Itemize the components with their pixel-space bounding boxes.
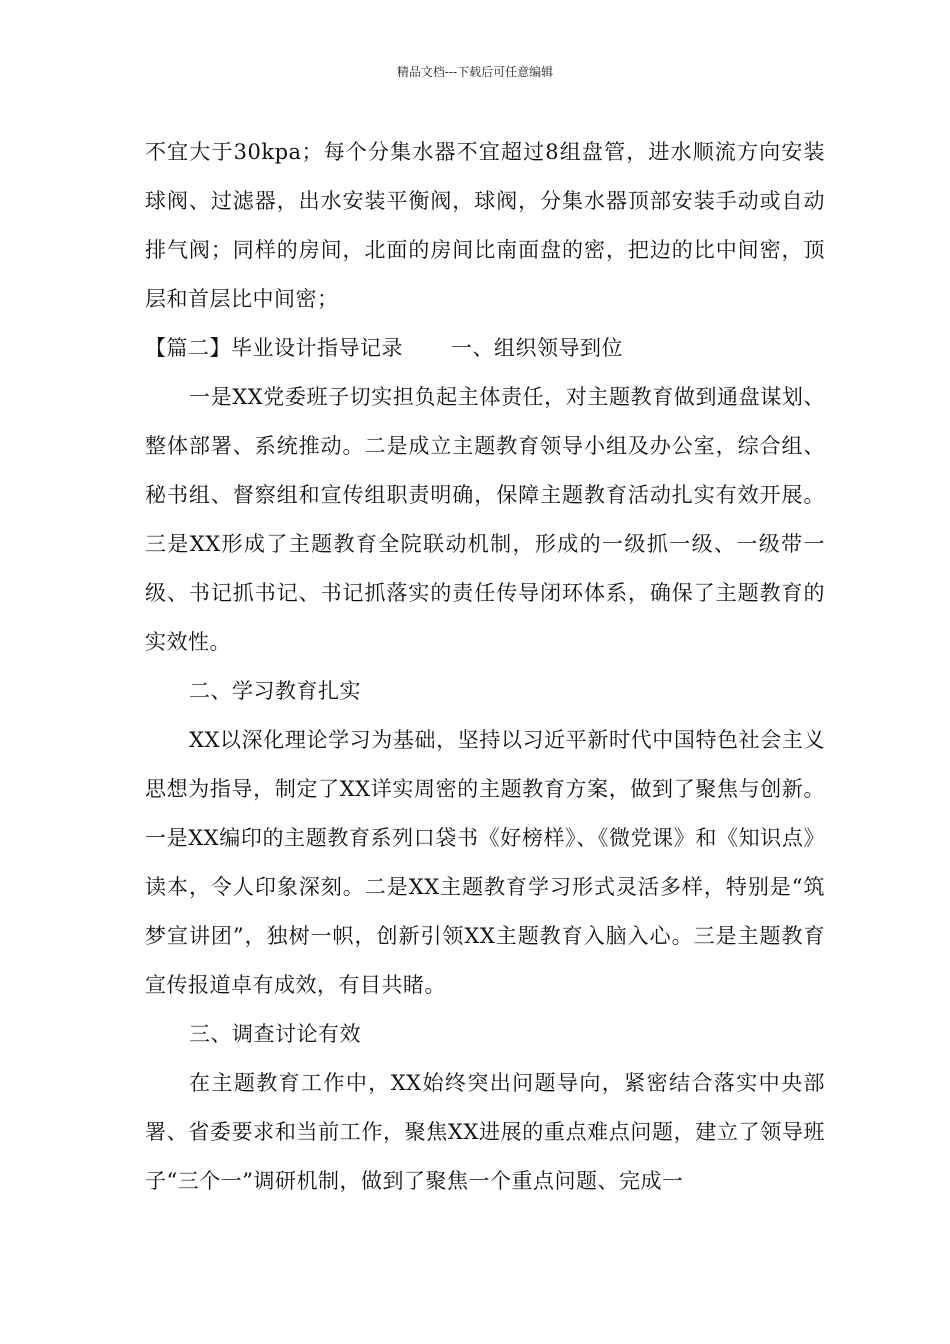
- paragraph-continuation: 不宜大于30kpa；每个分集水器不宜超过8组盘管，进水顺流方向安装球阀、过滤器，出水安装平衡阀，球阀，分集水器顶部安装手动或自动排气阀；同样的房间，北面的房间比南面盘的密，把边的比中间密，顶层和首层比中间密；: [145, 140, 825, 311]
- paragraph-research: 在主题教育工作中，XX始终突出问题导向，紧密结合落实中央部署、省委要求和当前工作，聚焦XX进展的重点难点问题，建立了领导班子“三个一”调研机制，做到了聚焦一个重点问题、完成一: [145, 1071, 825, 1193]
- heading-study: 二、学习教育扎实: [189, 679, 361, 703]
- section-heading-line: [145, 324, 825, 373]
- heading-research: 三、调查讨论有效: [189, 1022, 361, 1046]
- paragraph-study: XX以深化理论学习为基础，坚持以习近平新时代中国特色社会主义思想为指导，制定了XX详实周密的主题教育方案，做到了聚焦与创新。一是XX编印的主题教育系列口袋书《好榜样》、《微党课》和《知识点》读本，令人印象深刻。二是XX主题教育学习形式灵活多样，特别是“筑梦宣讲团”，独树一帜，创新引领XX主题教育入脑入心。三是主题教育宣传报道卓有成效，有目共睹。: [145, 728, 825, 997]
- page-header: 精品文档---下载后可任意编辑: [396, 65, 554, 79]
- section-subtitle: 一、组织领导到位: [451, 336, 623, 360]
- paragraph-organization: 一是XX党委班子切实担负起主体责任，对主题教育做到通盘谋划、整体部署、系统推动。二是成立主题教育领导小组及办公室，综合组、秘书组、督察组和宣传组职责明确，保障主题教育活动扎实有效开展。三是XX形成了主题教育全院联动机制，形成的一级抓一级、一级带一级、书记抓书记、书记抓落实的责任传导闭环体系，确保了主题教育的实效性。: [145, 385, 825, 654]
- document-body: [145, 128, 825, 1206]
- section-title: 【篇二】毕业设计指导记录: [145, 336, 403, 360]
